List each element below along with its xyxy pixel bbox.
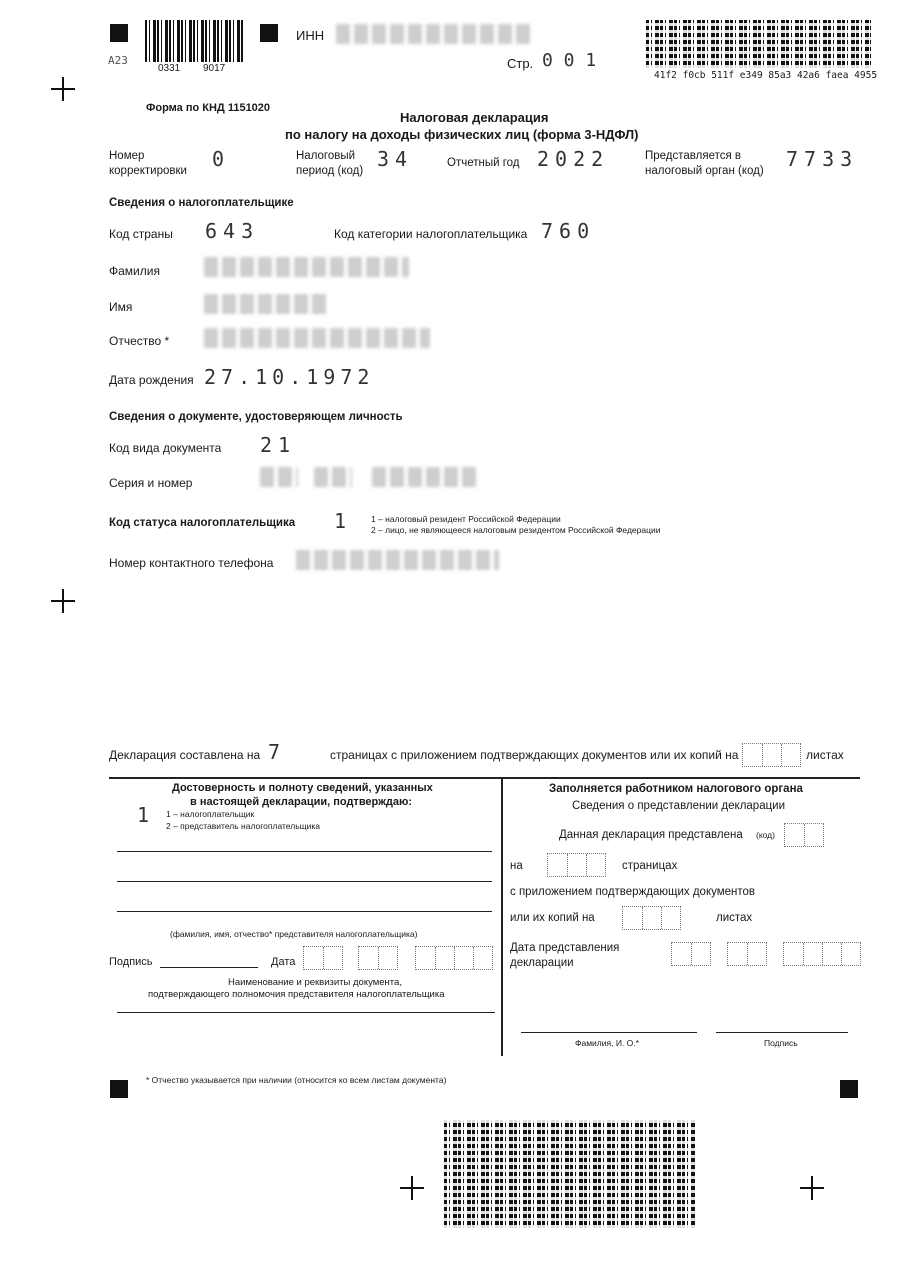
code-label: (код) [756, 830, 775, 840]
on-label: на [510, 860, 523, 872]
patronymic-label: Отчество * [109, 334, 170, 348]
linear-barcode [145, 20, 243, 62]
doc-caption-2: подтверждающего полномочия представителя налогоплательщика [148, 989, 445, 1000]
confirm-value: 1 [137, 803, 156, 827]
barcode-digits-1: 0331 [158, 63, 181, 74]
country-value: 643 [205, 219, 260, 243]
corner-marker-top-left [110, 24, 128, 42]
registration-cross-3 [400, 1176, 424, 1200]
office-sheets-box[interactable] [622, 906, 681, 930]
confirm-title-2: в настоящей декларации, подтверждаю: [190, 796, 413, 808]
rep-caption: (фамилия, имя, отчество* представителя налогоплательщика) [170, 929, 418, 939]
submission-date-label: Дата представления декларации [510, 942, 620, 969]
phone-label: Номер контактного телефона [109, 556, 274, 570]
date-year-box[interactable] [415, 946, 493, 970]
presented-label: Данная декларация представлена [559, 829, 743, 841]
fio-caption: Фамилия, И. О.* [575, 1038, 639, 1048]
doc-caption-1: Наименование и реквизиты документа, [228, 977, 402, 988]
taxpayer-section-title: Сведения о налогоплательщике [109, 197, 294, 209]
form-code-a23: A23 [108, 54, 128, 67]
series-redacted-3 [372, 467, 480, 487]
doc-line[interactable] [117, 1012, 495, 1013]
phone-redacted [296, 550, 499, 570]
office-subtitle: Сведения о представлении декларации [572, 800, 786, 812]
submission-day-box[interactable] [671, 942, 711, 966]
name-redacted [204, 294, 330, 314]
form-title-line1: Налоговая декларация [400, 110, 549, 125]
bottom-2d-barcode [444, 1120, 696, 1228]
barcode-digits-2: 9017 [203, 63, 226, 74]
authority-label: Представляется в налоговый орган (код) [645, 150, 764, 177]
year-value: 2022 [537, 147, 610, 171]
series-label: Серия и номер [109, 476, 193, 490]
corner-marker-bottom-right [840, 1080, 858, 1098]
status-label: Код статуса налогоплательщика [109, 517, 296, 529]
rep-line-3[interactable] [117, 911, 492, 912]
status-value: 1 [334, 509, 353, 533]
or-copies-label: или их копий на [510, 912, 595, 924]
footer-top-rule [109, 777, 860, 779]
with-docs-label: с приложением подтверждающих документов [510, 886, 756, 898]
name-label: Имя [109, 300, 133, 314]
corner-marker-bottom-left [110, 1080, 128, 1098]
office-pages-label: страницах [622, 860, 678, 872]
form-title-line2: по налогу на доходы физических лиц (форма 3-НДФЛ) [285, 127, 639, 142]
birth-value: 27.10.1972 [204, 365, 375, 389]
office-pages-box[interactable] [547, 853, 606, 877]
fio-line[interactable] [521, 1032, 697, 1033]
pages-suffix: страницах с приложением подтверждающих документов или их копий на [330, 748, 739, 762]
registration-cross-1 [51, 77, 75, 101]
confirm-title-1: Достоверность и полноту сведений, указанных [172, 782, 433, 794]
pages-value: 7 [268, 740, 287, 764]
authority-value: 7733 [786, 147, 859, 171]
series-redacted-1 [260, 467, 298, 487]
inn-redacted [336, 24, 532, 44]
inn-label: ИНН [296, 28, 325, 43]
sheets-label: листах [806, 748, 844, 762]
attached-sheets-box[interactable] [742, 743, 801, 767]
patronymic-redacted [204, 328, 430, 348]
year-label: Отчетный год [447, 157, 520, 169]
doc-type-value: 21 [260, 433, 297, 457]
country-label: Код страны [109, 227, 173, 241]
sign-line[interactable] [716, 1032, 848, 1033]
office-sheets-label: листах [716, 912, 753, 924]
surname-redacted [204, 257, 409, 277]
period-label: Налоговый период (код) [296, 150, 364, 177]
signature-label: Подпись [109, 956, 153, 968]
rep-line-2[interactable] [117, 881, 492, 882]
doc-type-label: Код вида документа [109, 441, 222, 455]
corner-marker-top-mid [260, 24, 278, 42]
signature-line[interactable] [160, 967, 258, 968]
presented-code-box[interactable] [784, 823, 824, 847]
submission-year-box[interactable] [783, 942, 861, 966]
header-2d-barcode [646, 20, 871, 68]
registration-cross-4 [800, 1176, 824, 1200]
page-label: Стр. [507, 56, 534, 71]
correction-value: 0 [212, 147, 231, 171]
category-value: 760 [541, 219, 596, 243]
category-label: Код категории налогоплательщика [334, 227, 528, 241]
pages-label: Декларация составлена на [109, 748, 261, 762]
status-option-2: 2 – лицо, не являющееся налоговым резидентом Российской Федерации [371, 525, 661, 535]
knd-code: Форма по КНД 1151020 [146, 102, 271, 114]
birth-label: Дата рождения [109, 373, 194, 387]
document-section-title: Сведения о документе, удостоверяющем личность [109, 411, 403, 423]
registration-cross-2 [51, 589, 75, 613]
footer-divider [501, 777, 503, 1056]
sign-caption: Подпись [764, 1038, 798, 1048]
document-hash: 41f2 f0cb 511f e349 85a3 42a6 faea 4955 [654, 70, 878, 81]
submission-month-box[interactable] [727, 942, 767, 966]
confirm-option-1: 1 – налогоплательщик [166, 809, 255, 819]
date-label: Дата [271, 956, 296, 968]
page-number: 0 0 1 [542, 50, 597, 71]
rep-line-1[interactable] [117, 851, 492, 852]
date-month-box[interactable] [358, 946, 398, 970]
surname-label: Фамилия [109, 264, 160, 278]
date-day-box[interactable] [303, 946, 343, 970]
office-title: Заполняется работником налогового органа [549, 783, 803, 795]
confirm-option-2: 2 – представитель налогоплательщика [166, 821, 320, 831]
footnote: * Отчество указывается при наличии (относится ко всем листам документа) [146, 1075, 447, 1085]
status-option-1: 1 – налоговый резидент Российской Федерации [371, 514, 561, 524]
correction-label: Номер корректировки [109, 150, 187, 177]
series-redacted-2 [314, 467, 352, 487]
period-value: 34 [377, 147, 414, 171]
